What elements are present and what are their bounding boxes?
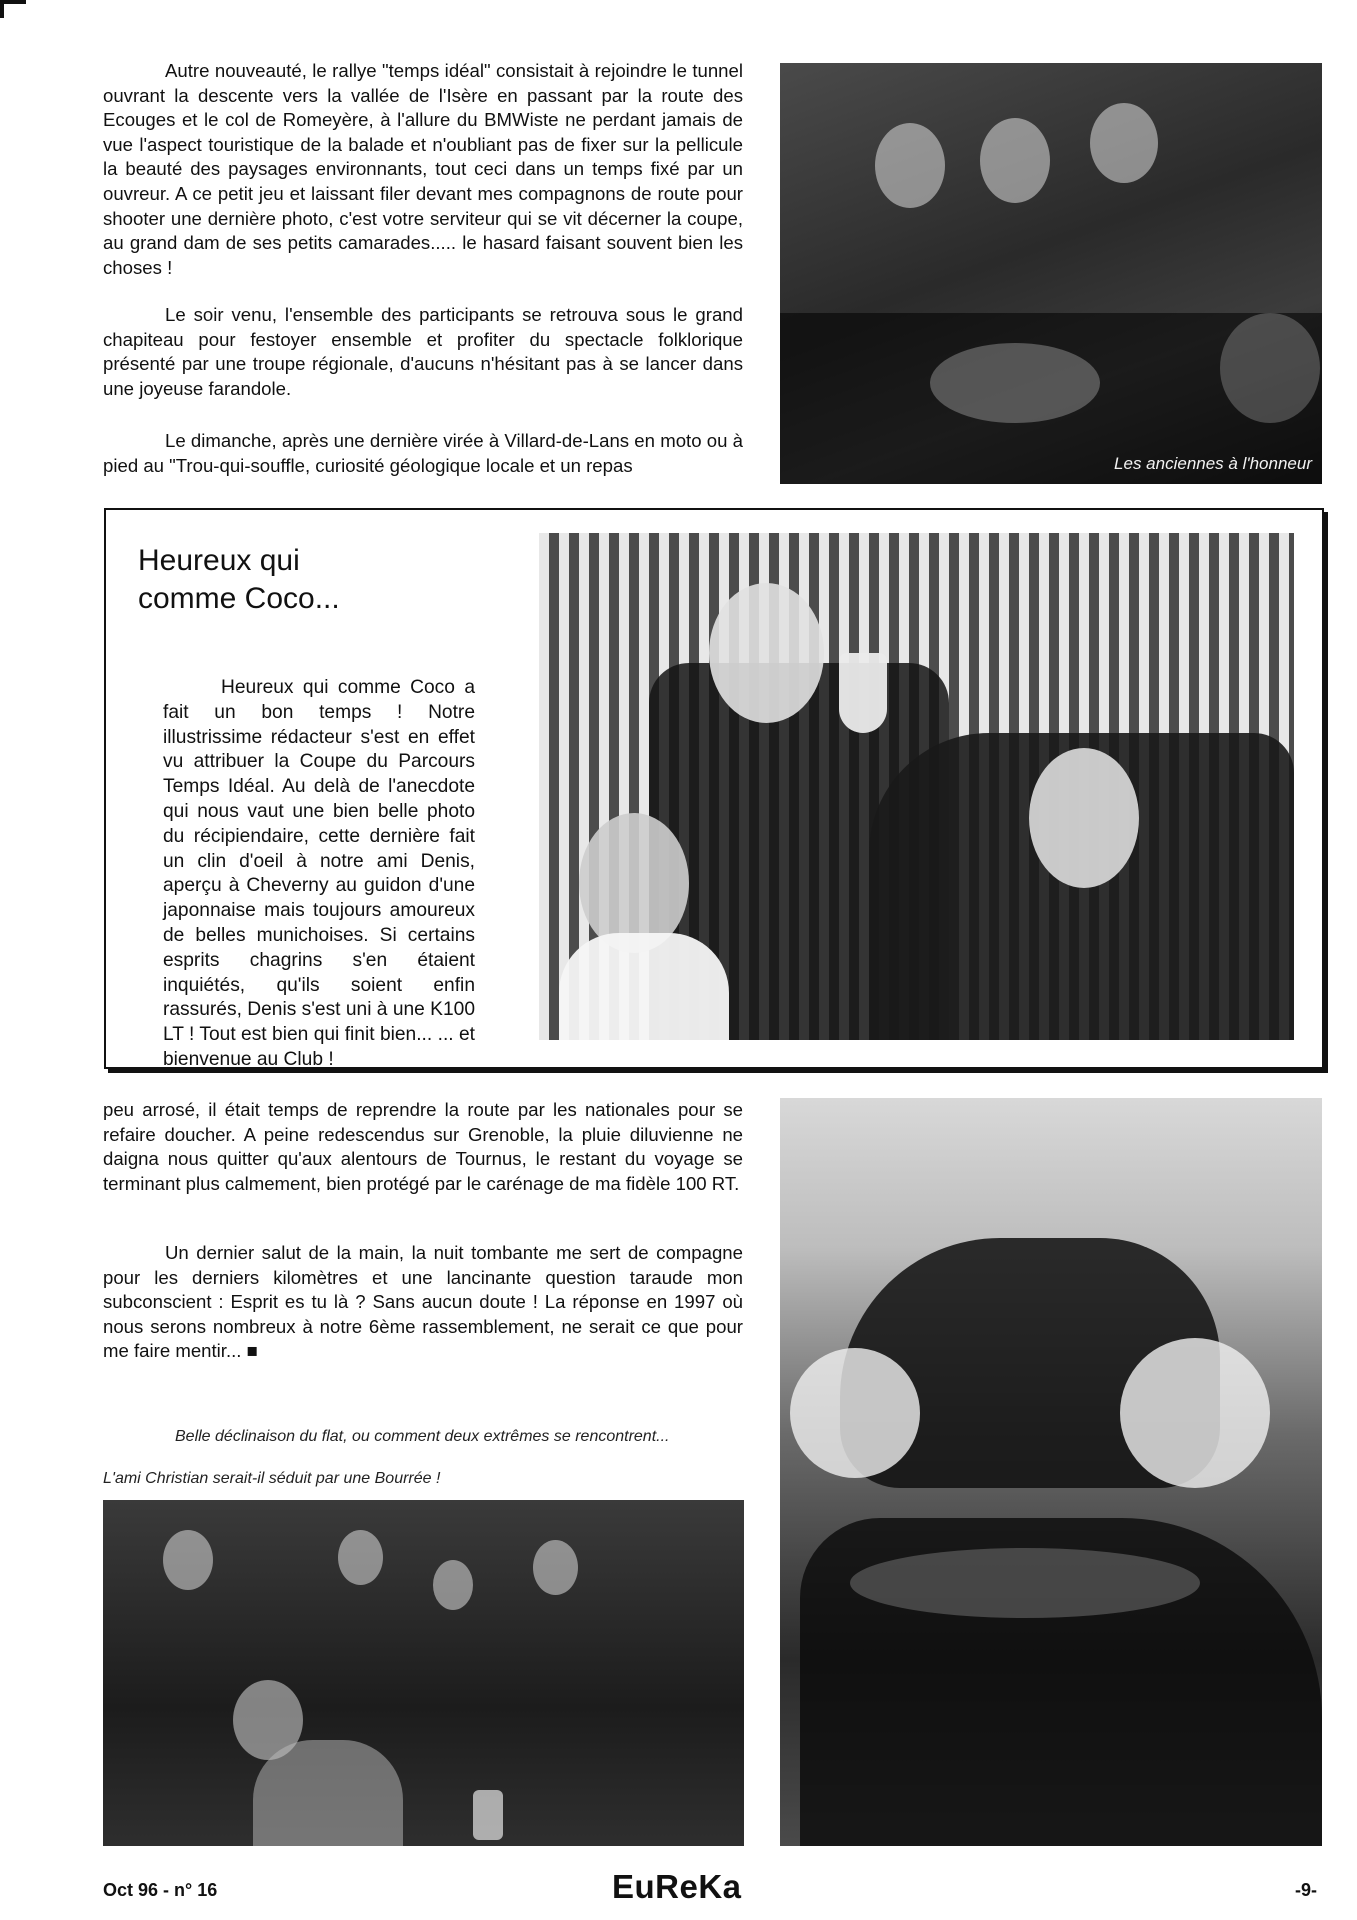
photo-bourree <box>103 1500 744 1846</box>
box-title <box>138 542 478 618</box>
article-paragraph-3: Le dimanche, après une dernière virée à Villard-de-Lans en moto ou à pied au "Trou-qui-souffle, curiosité géologique locale et un repas <box>103 430 743 476</box>
footer-issue: Oct 96 - n° 16 <box>103 1880 218 1900</box>
article-paragraph-5 <box>103 1241 743 1364</box>
caption-flat: Belle déclinaison du flat, ou comment deux extrêmes se rencontrent... <box>175 1428 670 1445</box>
article-paragraph-2: Le soir venu, l'ensemble des participants se retrouva sous le grand chapiteau pour festoyer ensemble et profiter du spectacle folklorique présenté par une troupe régionale, d'aucuns n'hésitant pas à se lancer dans une joyeuse farandole. <box>103 304 743 399</box>
photo-coupe <box>539 533 1294 1040</box>
box-title-line-2: comme Coco... <box>138 582 340 615</box>
box-text: Heureux qui comme Coco a fait un bon temps ! Notre illustrissime rédacteur s'est en effet vu attribuer la Coupe du Parcours Temps Idéal. Au delà de l'anecdote qui nous vaut une bien belle photo du récipiendaire, cette dernière fait un clin d'oeil à notre ami Denis, aperçu à Cheverny au guidon d'une japonnaise mais toujours amoureux de belles munichoises. Si certains esprits chagrins s'en étaient inquiétés, qu'ils soient enfin rassurés, Denis s'est uni à une K100 LT ! Tout est bien qui finit bien... ... et bienvenue au Club ! <box>163 677 475 1070</box>
box-title-line-1: Heureux qui <box>138 544 300 577</box>
photo-motos <box>780 1098 1322 1846</box>
page-number: -9- <box>1295 1880 1317 1900</box>
article-paragraph-1: Autre nouveauté, le rallye "temps idéal" consistait à rejoindre le tunnel ouvrant la descente vers la vallée de l'Isère en passant par la route des Ecouges et le col de Romeyère, à l'allure du BMWiste ne perdant jamais de vue l'aspect touristique de la balade et n'oubliant pas de fixer sur la pellicule la beauté des paysages environnants, tout ceci dans un temps fixé par un ouvreur. A ce petit jeu et laissant filer devant mes compagnons de route pour shooter une dernière photo, c'est votre serviteur qui se vit décerner la coupe, au grand dam de ses petits camarades..... le hasard faisant souvent bien les choses ! <box>103 60 743 278</box>
footer-logo: EuReKa <box>612 1868 742 1905</box>
photo-anciennes <box>780 63 1322 484</box>
crop-mark <box>0 0 26 18</box>
end-mark: ■ <box>246 1340 258 1362</box>
article-paragraph-5-text: Un dernier salut de la main, la nuit tombante me sert de compagne pour les derniers kilomètres et une lancinante question taraude mon subconscient : Esprit es tu là ? Sans aucun doute ! La réponse en 1997 où nous serons nombreux à notre 6ème rassemblement, ne serait ce que pour me faire mentir... <box>103 1242 743 1362</box>
article-paragraph-4: peu arrosé, il était temps de reprendre la route par les nationales pour se refaire doucher. A peine redescendus sur Grenoble, la pluie diluvienne ne daigna nous quitter qu'aux alentours de Tournus, le restant du voyage se terminant plus calmement, bien protégé par le carénage de ma fidèle 100 RT. <box>103 1099 743 1194</box>
caption-bourree: L'ami Christian serait-il séduit par une Bourrée ! <box>103 1470 441 1487</box>
photo-anciennes-caption: Les anciennes à l'honneur <box>1114 454 1312 473</box>
